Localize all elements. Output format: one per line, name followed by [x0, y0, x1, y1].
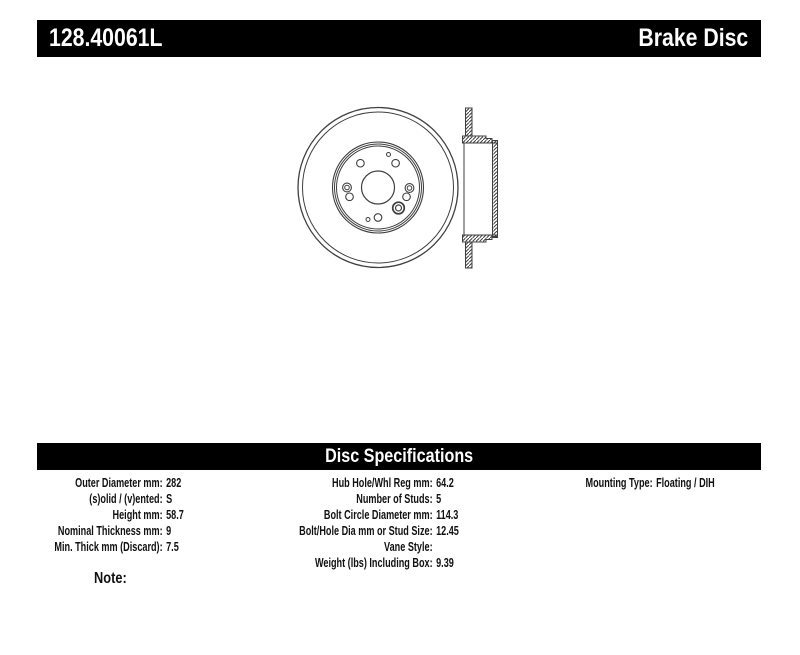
brake-disc-drawing — [280, 95, 510, 280]
spec-value: 12.45 — [436, 523, 459, 538]
spec-value: 9 — [166, 523, 172, 538]
part-number: 128.40061L — [49, 24, 163, 52]
spec-row-solid-vented — [16, 491, 184, 507]
product-name: Brake Disc — [638, 24, 748, 52]
spec-column-middle — [192, 475, 470, 571]
spec-value: S — [166, 491, 173, 506]
spec-label: Weight (lbs) Including Box: — [314, 555, 433, 570]
spec-value: 5 — [436, 491, 442, 506]
spec-label: Vane Style: — [384, 539, 433, 554]
spec-label: Nominal Thickness mm: — [57, 523, 163, 538]
disc-outer-edge — [298, 108, 458, 268]
ringed-hole — [393, 202, 405, 214]
spec-column-left — [0, 475, 192, 555]
screw-hole-right — [405, 184, 414, 193]
center-hub-hole — [362, 171, 395, 204]
spec-label: Mounting Type: — [585, 475, 653, 490]
spec-row-bolt-hole-dia — [265, 523, 459, 539]
spec-label: Hub Hole/Whl Reg mm: — [331, 475, 433, 490]
stud-hole — [357, 159, 365, 167]
stud-hole — [403, 193, 411, 201]
spec-label: Outer Diameter mm: — [75, 475, 163, 490]
spec-row-number-of-studs — [265, 491, 459, 507]
hub-ring-mid — [335, 144, 422, 231]
locating-hole-top — [387, 153, 391, 157]
section-hat-flange-bottom — [463, 235, 498, 242]
disc-cross-section — [463, 108, 498, 268]
spec-value: 282 — [166, 475, 182, 490]
spec-value: 114.3 — [436, 507, 459, 522]
spec-value: 9.39 — [436, 555, 454, 570]
spec-row-height — [16, 507, 184, 523]
spec-row-nominal-thickness — [16, 523, 184, 539]
spec-value: Floating / DIH — [656, 475, 715, 490]
spec-row-bolt-circle — [265, 507, 459, 523]
spec-row-mounting-type — [562, 475, 715, 491]
spec-section-title: Disc Specifications — [324, 445, 474, 467]
disc-front-view — [298, 108, 458, 268]
spec-column-right — [522, 475, 741, 491]
header-bar — [37, 20, 761, 57]
spec-row-weight — [265, 555, 459, 571]
section-hat-face — [493, 141, 498, 237]
stud-hole — [374, 214, 382, 222]
spec-row-min-thickness — [16, 539, 184, 555]
spec-value: 58.7 — [166, 507, 184, 522]
locating-hole-bottom — [366, 218, 370, 222]
spec-row-outer-diameter — [16, 475, 184, 491]
hub-ring-outer — [333, 142, 424, 233]
spec-value: 7.5 — [166, 539, 179, 554]
spec-label: Min. Thick mm (Discard): — [54, 539, 163, 554]
spec-section-bar — [37, 443, 761, 470]
section-friction-ring-bottom — [466, 242, 473, 268]
spec-row-hub-hole — [265, 475, 459, 491]
spec-label: (s)olid / (v)ented: — [89, 491, 163, 506]
spec-label: Bolt Circle Diameter mm: — [323, 507, 433, 522]
screw-hole-left — [343, 183, 352, 192]
spec-label: Bolt/Hole Dia mm or Stud Size: — [299, 523, 433, 538]
spec-label: Height mm: — [112, 507, 163, 522]
stud-hole — [392, 159, 400, 167]
disc-outer-chamfer — [303, 112, 454, 263]
spec-label: Number of Studs: — [356, 491, 433, 506]
note-label: Note: — [94, 570, 127, 587]
section-friction-ring-top — [466, 108, 473, 136]
stud-hole — [346, 193, 354, 201]
spec-row-vane-style — [265, 539, 459, 555]
spec-value: 64.2 — [436, 475, 454, 490]
